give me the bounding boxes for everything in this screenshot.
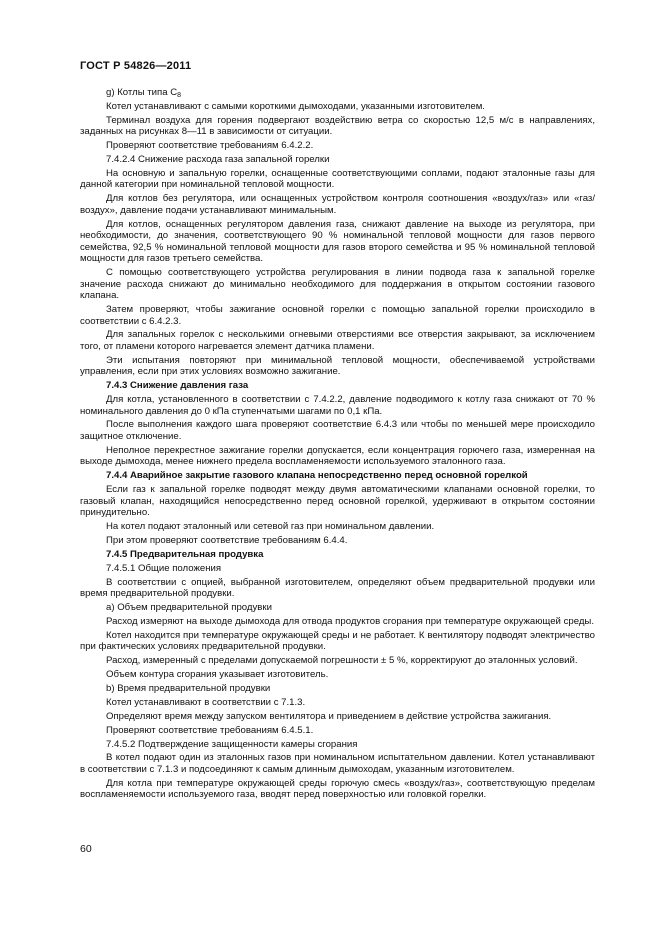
paragraph: Определяют время между запуском вентилятора и приведением в действие устройства зажигания. [106, 710, 552, 722]
subsection-heading: 7.4.5.1 Общие положения [106, 562, 222, 574]
document-header: ГОСТ Р 54826—2011 [80, 60, 192, 72]
list-item: b) Время предварительной продувки [106, 682, 271, 694]
paragraph: Неполное перекрестное зажигание горелки допускается, если концентрация горючего газа, измеренная на выходе дымохода, менее нижнего предела воспламеняемости используемого эталонного газа. [80, 444, 595, 468]
document-body [80, 87, 595, 801]
paragraph: Объем контура сгорания указывает изготовитель. [106, 669, 329, 681]
paragraph: Для котла при температуре окружающей среды горючую смесь «воздух/газ», соответствующую пределам воспламеняемости используемого газа, вводят перед поверхностью или головкой горелки. [80, 777, 595, 801]
paragraph: С помощью соответствующего устройства регулирования в линии подвода газа к запальной горелке значение расхода снижают до минимально необходимого для поддержания в открытом состоянии газового клапана. [80, 267, 595, 302]
paragraph: Расход измеряют на выходе дымохода для отвода продуктов сгорания при температуре окружающей среды. [106, 615, 594, 627]
paragraph: Эти испытания повторяют при минимальной тепловой мощности, обеспечиваемой устройствами управления, если при этих условиях возможно зажигание. [80, 354, 595, 378]
paragraph: Затем проверяют, чтобы зажигание основной горелки с помощью запальной горелки происходило в соответствии с 6.4.2.3. [80, 304, 595, 327]
paragraph: g) Котлы типа $C_8$ [106, 87, 182, 99]
paragraph: Котел находится при температуре окружающей среды и не работает. К вентилятору подводят электричество при фактических условиях предварительной продувки. [80, 629, 595, 653]
paragraph: При этом проверяют соответствие требованиям 6.4.4. [106, 534, 348, 546]
paragraph: На котел подают эталонный или сетевой газ при номинальном давлении. [106, 521, 435, 533]
paragraph: Котел устанавливают с самыми короткими дымоходами, указанными изготовителем. [106, 100, 485, 112]
paragraph: Расход, измеренный с пределами допускаемой погрешности ± 5 %, корректируют до эталонных условий. [106, 655, 578, 667]
section-heading: 7.4.4 Аварийное закрытие газового клапана непосредственно перед основной горелкой [106, 470, 528, 482]
paragraph: Для котлов, оснащенных регулятором давления газа, снижают давление на выходе из регулятора, при необходимости, до значения, соответствующего 90 % номинальной тепловой мощности для газов первого семейства, 92,5 % номинальной тепловой мощности для газов второго семейства и 95 % номинальной тепловой мощности для газов третьего семейства. [80, 218, 595, 265]
paragraph: Проверяют соответствие требованиям 6.4.5.1. [106, 724, 314, 736]
section-heading: 7.4.5 Предварительная продувка [106, 548, 264, 560]
paragraph: Для запальных горелок с несколькими огневыми отверстиями все отверстия закрывают, за исключением того, от пламени которого нагревается элемент датчика пламени. [80, 329, 595, 352]
paragraph: После выполнения каждого шага проверяют соответствие 6.4.3 или чтобы по меньшей мере происходило защитное отключение. [80, 419, 595, 442]
subsection-heading: 7.4.2.4 Снижение расхода газа запальной горелки [106, 154, 330, 166]
subsection-heading: 7.4.5.2 Подтверждение защищенности камеры сгорания [106, 738, 358, 750]
paragraph: Для котла, установленного в соответствии с 7.4.2.2, давление подводимого к котлу газа снижают от 70 % номинального давления до 0 кПа ступенчатыми шагами по 0,1 кПа. [80, 394, 595, 417]
paragraph: На основную и запальную горелки, оснащенные соответствующими соплами, подают эталонные газы для данной категории при номинальной тепловой мощности. [80, 167, 595, 191]
paragraph: Проверяют соответствие требованиям 6.4.2.2. [106, 140, 314, 152]
paragraph: Терминал воздуха для горения подвергают воздействию ветра со скоростью 12,5 м/с в направлениях, заданных на рисунках 8—11 в зависимости от ситуации. [80, 114, 595, 138]
paragraph: Если газ к запальной горелке подводят между двумя автоматическими клапанами основной горелки, то газовый клапан, находящийся непосредственно перед основной горелкой, удерживают в открытом состоянии принудительно. [80, 484, 595, 519]
paragraph: В соответствии с опцией, выбранной изготовителем, определяют объем предварительной продувки или время предварительной продувки. [80, 576, 595, 600]
paragraph: Котел устанавливают в соответствии с 7.1.3. [106, 696, 306, 708]
page-number: 60 [80, 843, 92, 855]
section-heading: 7.4.3 Снижение давления газа [106, 380, 249, 392]
paragraph: В котел подают один из эталонных газов при номинальном испытательном давлении. Котел устанавливают в соответствии с 7.1.3 и подсоединяют к самым длинным дымоходам, указанным изготовителем. [80, 752, 595, 775]
paragraph: Для котлов без регулятора, или оснащенных устройством контроля соотношения «воздух/газ» или «газ/воздух», давление подачи устанавливают минимальным. [80, 193, 595, 216]
list-item: а) Объем предварительной продувки [106, 601, 272, 613]
